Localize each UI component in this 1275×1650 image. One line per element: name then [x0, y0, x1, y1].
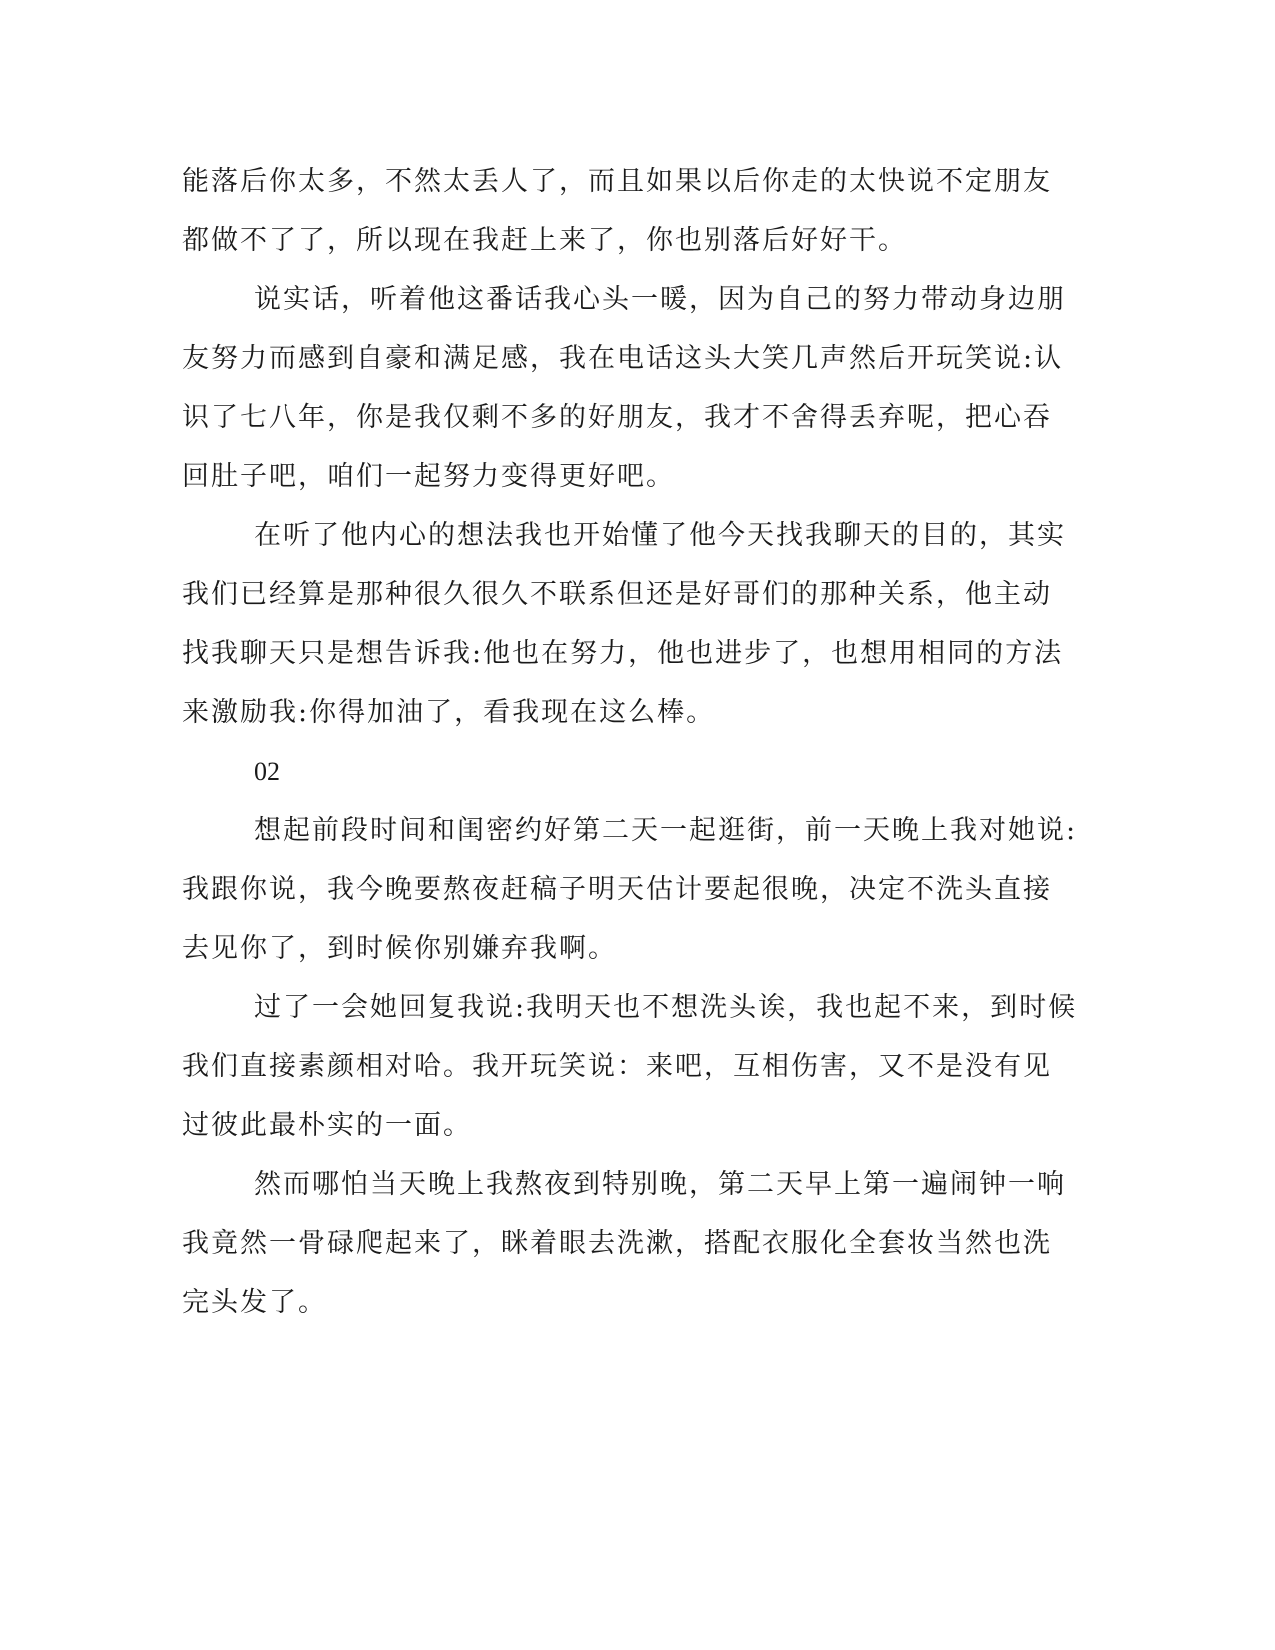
text-line: 都做不了了，所以现在我赶上来了，你也别落后好好干。 — [182, 225, 907, 256]
text-line: 完头发了。 — [182, 1287, 327, 1318]
paragraph-start-line: 说实话，听着他这番话我心头一暖，因为自己的努力带动身边朋 — [254, 284, 1066, 315]
text-line: 能落后你太多，不然太丢人了，而且如果以后你走的太快说不定朋友 — [182, 166, 1052, 197]
text-line: 来激励我:你得加油了，看我现在这么棒。 — [182, 697, 716, 728]
text-line: 过彼此最朴实的一面。 — [182, 1110, 472, 1141]
paragraph-start-line: 然而哪怕当天晚上我熬夜到特别晚，第二天早上第一遍闹钟一响 — [254, 1169, 1066, 1200]
paragraph-start-line: 过了一会她回复我说:我明天也不想洗头诶，我也起不来，到时候 — [254, 992, 1078, 1023]
text-line: 找我聊天只是想告诉我:他也在努力，他也进步了，也想用相同的方法 — [182, 638, 1064, 669]
text-line: 友努力而感到自豪和满足感，我在电话这头大笑几声然后开玩笑说:认 — [182, 343, 1064, 374]
text-line: 我们直接素颜相对哈。我开玩笑说：来吧，互相伤害，又不是没有见 — [182, 1051, 1052, 1082]
text-line: 我们已经算是那种很久很久不联系但还是好哥们的那种关系，他主动 — [182, 579, 1052, 610]
section-number: 02 — [254, 757, 280, 786]
text-line: 去见你了，到时候你别嫌弃我啊。 — [182, 933, 617, 964]
text-line: 回肚子吧，咱们一起努力变得更好吧。 — [182, 461, 675, 492]
text-line: 我跟你说，我今晚要熬夜赶稿子明天估计要起很晚，决定不洗头直接 — [182, 874, 1052, 905]
text-line: 我竟然一骨碌爬起来了，眯着眼去洗漱，搭配衣服化全套妆当然也洗 — [182, 1228, 1052, 1259]
text-line: 识了七八年，你是我仅剩不多的好朋友，我才不舍得丢弃呢，把心吞 — [182, 402, 1052, 433]
paragraph-start-line: 想起前段时间和闺密约好第二天一起逛街，前一天晚上我对她说: — [254, 815, 1078, 846]
body-text — [182, 152, 1078, 1332]
paragraph-start-line: 在听了他内心的想法我也开始懂了他今天找我聊天的目的，其实 — [254, 520, 1066, 551]
